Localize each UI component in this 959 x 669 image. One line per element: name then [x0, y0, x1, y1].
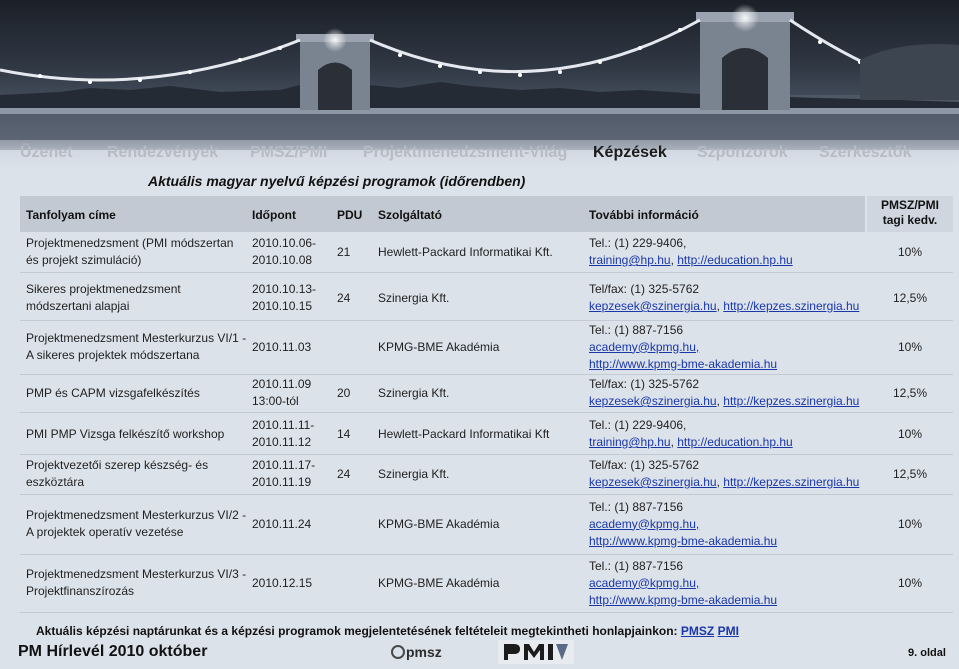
course-provider: KPMG-BME Akadémia [378, 516, 500, 531]
pmi-logo [498, 638, 574, 666]
link-separator: , [670, 253, 678, 267]
course-title: PMI PMP Vizsga felkészítő workshop [26, 426, 225, 441]
course-pdu [337, 494, 367, 554]
footer-link-pmi[interactable]: PMI [717, 624, 739, 638]
nav-item-rendezvenyek[interactable]: Rendezvények [107, 144, 219, 161]
info-contact: Tel/fax: (1) 325-5762 [589, 282, 700, 296]
link-separator: , [716, 299, 724, 313]
main-nav [0, 140, 959, 168]
footer-note [36, 624, 739, 638]
nav-item-pmsz-pmi[interactable]: PMSZ/PMI [250, 144, 328, 161]
course-info [589, 454, 864, 494]
course-pdu: 24 [337, 466, 351, 481]
header-provider: Szolgáltató [378, 208, 443, 222]
website-link[interactable]: http://www.kpmg-bme-akademia.hu [589, 356, 778, 371]
nav-item-uzenet[interactable]: Üzenet [20, 144, 73, 161]
pmsz-logo-text: pmsz [406, 644, 442, 660]
member-discount: 12,5% [892, 466, 928, 481]
course-title: Projektmenedzsment Mesterkurzus VI/1 - A sikeres projektek módszertana [26, 331, 247, 362]
course-provider: Hewlett-Packard Informatikai Kft [378, 426, 550, 441]
email-link[interactable]: training@hp.hu [589, 435, 671, 449]
link-separator: , [716, 394, 724, 408]
website-link[interactable]: http://kepzes.szinergia.hu [723, 394, 860, 408]
info-contact: Tel.: (1) 229-9406, [589, 418, 687, 432]
nav-item-projektmenedzsment-vilag[interactable]: Projektmenedzsment-Világ [363, 144, 568, 161]
course-title: Projektvezetői szerep készség- és eszköztára [26, 458, 209, 489]
course-title: Sikeres projektmenedzsment módszertani alapjai [26, 282, 181, 313]
table-row [20, 554, 953, 612]
email-link[interactable]: academy@kpmg.hu, [589, 516, 700, 531]
email-link[interactable]: kepzesek@szinergia.hu [589, 475, 717, 489]
course-provider: KPMG-BME Akadémia [378, 575, 500, 590]
course-info [589, 232, 864, 272]
course-info [589, 374, 864, 412]
course-pdu: 24 [337, 290, 351, 305]
table-row [20, 374, 953, 412]
course-pdu: 21 [337, 244, 351, 259]
course-info [589, 320, 864, 374]
header-date: Időpont [252, 208, 296, 222]
info-links [589, 393, 864, 410]
info-links [589, 252, 864, 269]
table-row [20, 454, 953, 494]
course-date: 2010.11.03 [252, 339, 312, 354]
training-table [20, 196, 953, 621]
info-links [589, 516, 864, 533]
chain-bridge-illustration [0, 0, 959, 150]
course-date: 2010.11.24 [252, 516, 312, 531]
website-link[interactable]: http://education.hp.hu [677, 253, 793, 267]
nav-item-kepzesek[interactable]: Képzések [593, 144, 667, 161]
header-discount-line1: PMSZ/PMI [880, 198, 939, 212]
course-provider: Szinergia Kft. [378, 385, 450, 400]
website-link[interactable]: http://kepzes.szinergia.hu [723, 299, 860, 313]
row-divider [20, 272, 953, 273]
header-title: Tanfolyam címe [26, 208, 116, 222]
course-info [589, 554, 864, 612]
member-discount: 12,5% [892, 385, 928, 400]
course-pdu [337, 320, 367, 374]
email-link[interactable]: academy@kpmg.hu, [589, 575, 700, 590]
link-separator: , [670, 435, 678, 449]
info-links [589, 339, 864, 356]
member-discount: 10% [897, 426, 923, 441]
newsletter-issue: PM Hírlevél 2010 október [18, 643, 208, 660]
website-link[interactable]: http://www.kpmg-bme-akademia.hu [589, 533, 778, 548]
info-contact: Tel.: (1) 887-7156 [589, 322, 684, 337]
table-row [20, 494, 953, 554]
table-row [20, 414, 953, 454]
info-contact: Tel/fax: (1) 325-5762 [589, 377, 700, 391]
info-contact: Tel/fax: (1) 325-5762 [589, 458, 700, 472]
member-discount: 10% [897, 244, 923, 259]
table-header [20, 196, 865, 232]
pmsz-logo [390, 640, 448, 664]
info-links [589, 575, 864, 592]
info-links [589, 434, 864, 451]
email-link[interactable]: kepzesek@szinergia.hu [589, 394, 717, 408]
footer-link-pmsz[interactable]: PMSZ [680, 624, 715, 638]
course-provider: KPMG-BME Akadémia [378, 339, 500, 354]
course-date: 2010.11.11- 2010.11.12 [252, 418, 315, 449]
header-pdu: PDU [337, 208, 363, 222]
info-contact: Tel.: (1) 887-7156 [589, 499, 684, 514]
header-info: További információ [589, 208, 699, 222]
course-date: 2010.11.17- 2010.11.19 [252, 458, 316, 489]
page-subtitle: Aktuális magyar nyelvű képzési programok (időrendben) [148, 173, 526, 189]
course-info [589, 276, 864, 320]
row-divider [20, 412, 953, 413]
course-provider: Szinergia Kft. [378, 466, 450, 481]
course-date: 2010.11.09 13:00-tól [252, 377, 312, 408]
course-provider: Hewlett-Packard Informatikai Kft. [378, 244, 553, 259]
member-discount: 10% [897, 575, 923, 590]
hero-image [0, 0, 959, 150]
table-row [20, 232, 953, 272]
info-contact: Tel.: (1) 229-9406, [589, 236, 687, 250]
website-link[interactable]: http://www.kpmg-bme-akademia.hu [589, 592, 778, 607]
info-contact: Tel.: (1) 887-7156 [589, 558, 684, 573]
website-link[interactable]: http://kepzes.szinergia.hu [723, 475, 860, 489]
member-discount: 12,5% [892, 290, 928, 305]
member-discount: 10% [897, 339, 923, 354]
course-title: Projektmenedzsment (PMI módszertan és projekt szimuláció) [26, 236, 234, 267]
page-number: 9. oldal [908, 647, 946, 659]
course-pdu [337, 554, 367, 612]
email-link[interactable]: kepzesek@szinergia.hu [589, 299, 717, 313]
course-title: Projektmenedzsment Mesterkurzus VI/2 - A projektek operatív vezetése [26, 508, 247, 539]
course-pdu: 14 [337, 426, 351, 441]
course-pdu: 20 [337, 385, 351, 400]
course-title: Projektmenedzsment Mesterkurzus VI/3 - Projektfinanszírozás [26, 567, 247, 598]
course-date: 2010.10.13- 2010.10.15 [252, 282, 317, 313]
nav-item-szponzorok[interactable]: Szponzorok [697, 144, 788, 161]
nav-item-szerkesztok[interactable]: Szerkesztők [819, 144, 912, 161]
course-date: 2010.10.06- 2010.10.08 [252, 236, 317, 267]
table-row [20, 276, 953, 320]
website-link[interactable]: http://education.hp.hu [677, 435, 793, 449]
course-info [589, 494, 864, 554]
email-link[interactable]: training@hp.hu [589, 253, 671, 267]
info-links [589, 298, 864, 315]
course-date: 2010.12.15 [252, 575, 313, 590]
course-info [589, 414, 864, 454]
email-link[interactable]: academy@kpmg.hu, [589, 339, 700, 354]
footer-note-text: Aktuális képzési naptárunkat és a képzési programok megjelentetésének feltételeit megtekintheti honlapjainkon: [36, 624, 678, 638]
course-title: PMP és CAPM vizsgafelkészítés [26, 385, 200, 400]
course-provider: Szinergia Kft. [378, 290, 450, 305]
member-discount: 10% [897, 516, 923, 531]
header-discount [867, 196, 953, 232]
link-separator: , [716, 475, 724, 489]
header-discount-line2: tagi kedv. [882, 213, 938, 227]
info-links [589, 474, 864, 491]
row-divider [20, 612, 953, 613]
table-row [20, 320, 953, 374]
